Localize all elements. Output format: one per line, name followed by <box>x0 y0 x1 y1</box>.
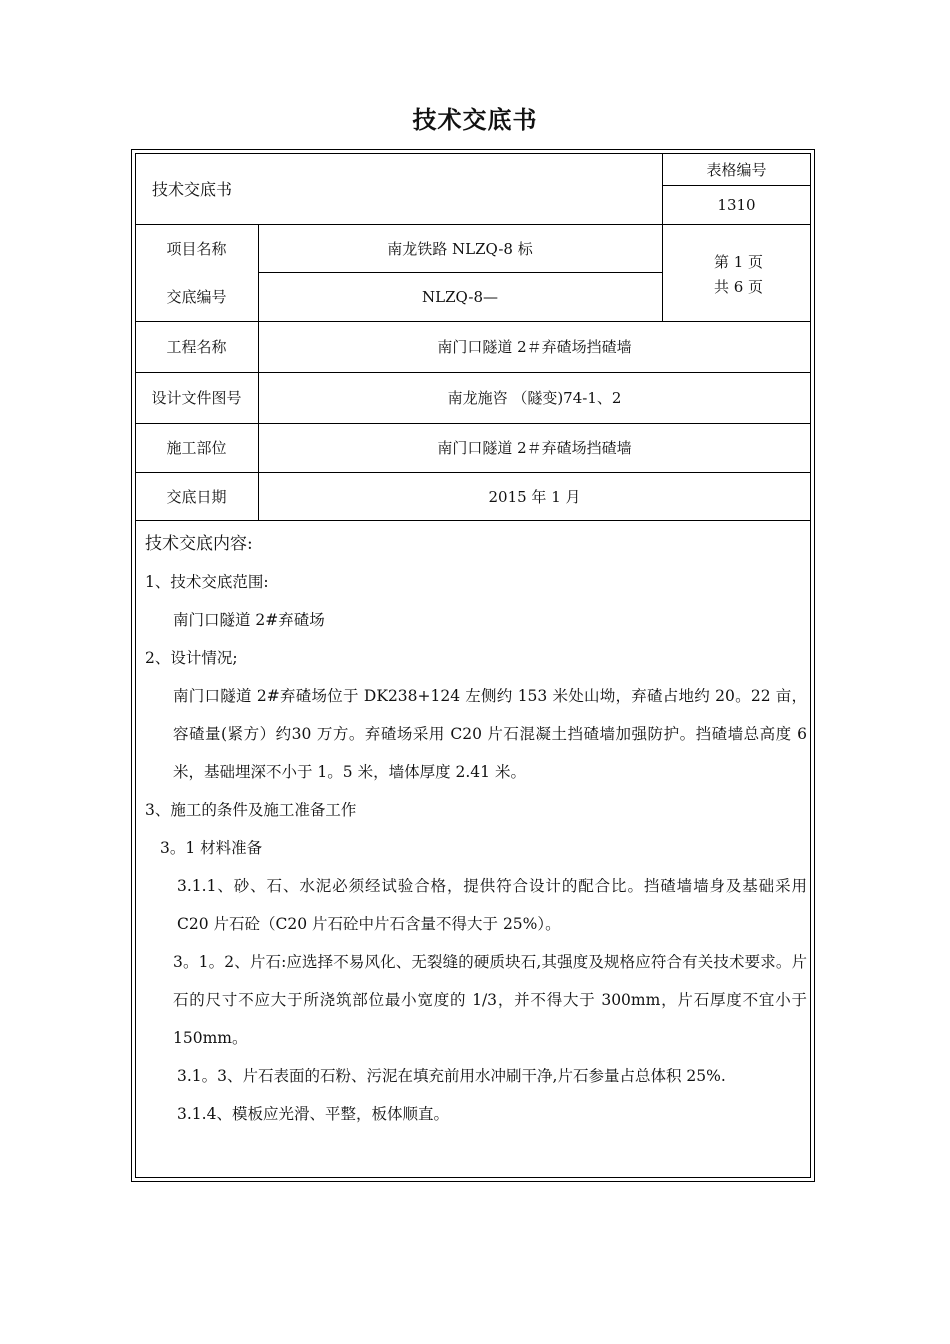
form-no-value: 1310 <box>717 195 756 214</box>
section-2-text: 南门口隧道 2#弃碴场位于 DK238+124 左侧约 153 米处山坳，弃碴占地约 20。22 亩，容碴量(紧方）约30 万方。弃碴场采用 C20 片石混凝土挡碴墙加强防护。挡碴墙总高度 6 米，基础埋深不小于 1。5 米，墙体厚度 2.41 米。 <box>173 687 807 781</box>
page-title: 技术交底书 <box>412 106 538 134</box>
doc-label: 技术交底书 <box>152 180 233 199</box>
row-label-date: 交底日期 <box>166 487 227 506</box>
section-3-1-title: 3。1 材料准备 <box>160 839 263 857</box>
section-3-1-2: 3。1。2、片石:应选择不易风化、无裂缝的硬质块石,其强度及规格应符合有关技术要求。片石的尺寸不应大于所浇筑部位最小宽度的 1/3，并不得大于 300mm，片石厚度不宜小于 150mm。 <box>173 953 807 1047</box>
row-value-date: 2015 年 1 月 <box>488 487 581 506</box>
content-heading: 技术交底内容: <box>145 534 253 554</box>
row-value-project-name: 南龙铁路 NLZQ-8 标 <box>387 239 533 258</box>
row-label-project: 工程名称 <box>166 338 227 356</box>
row-value-drawing-no: 南龙施咨 （隧变)74-1、2 <box>447 389 622 407</box>
section-1-text: 南门口隧道 2#弃碴场 <box>173 611 325 629</box>
page-number: 第 1 页 <box>713 253 764 271</box>
page-total: 共 6 页 <box>713 278 764 296</box>
section-1-title: 1、技术交底范围: <box>145 573 269 591</box>
section-2-title: 2、设计情况; <box>145 649 238 667</box>
section-3-title: 3、施工的条件及施工准备工作 <box>145 801 357 819</box>
row-label-project-name: 项目名称 <box>166 239 227 258</box>
row-value-construction-part: 南门口隧道 2＃弃碴场挡碴墙 <box>437 439 632 457</box>
row-label-disclosure-no: 交底编号 <box>166 288 227 306</box>
section-3-1-1: 3.1.1、砂、石、水泥必须经试验合格，提供符合设计的配合比。挡碴墙墙身及基础采用 C20 片石砼（C20 片石砼中片石含量不得大于 25%）。 <box>177 877 807 933</box>
row-label-construction-part: 施工部位 <box>166 439 227 457</box>
section-3-1-3: 3.1。3、片石表面的石粉、污泥在填充前用水冲刷干净,片石参量占总体积 25%. <box>177 1067 726 1085</box>
page-info <box>662 250 815 300</box>
row-value-project: 南门口隧道 2＃弃碴场挡碴墙 <box>437 338 632 356</box>
section-3-1-4: 3.1.4、模板应光滑、平整，板体顺直。 <box>177 1105 449 1123</box>
divider <box>135 520 811 521</box>
disclosure-content <box>145 525 807 1133</box>
row-value-disclosure-no: NLZQ-8— <box>422 287 498 306</box>
row-label-drawing-no: 设计文件图号 <box>151 389 242 407</box>
form-no-label: 表格编号 <box>706 160 767 179</box>
